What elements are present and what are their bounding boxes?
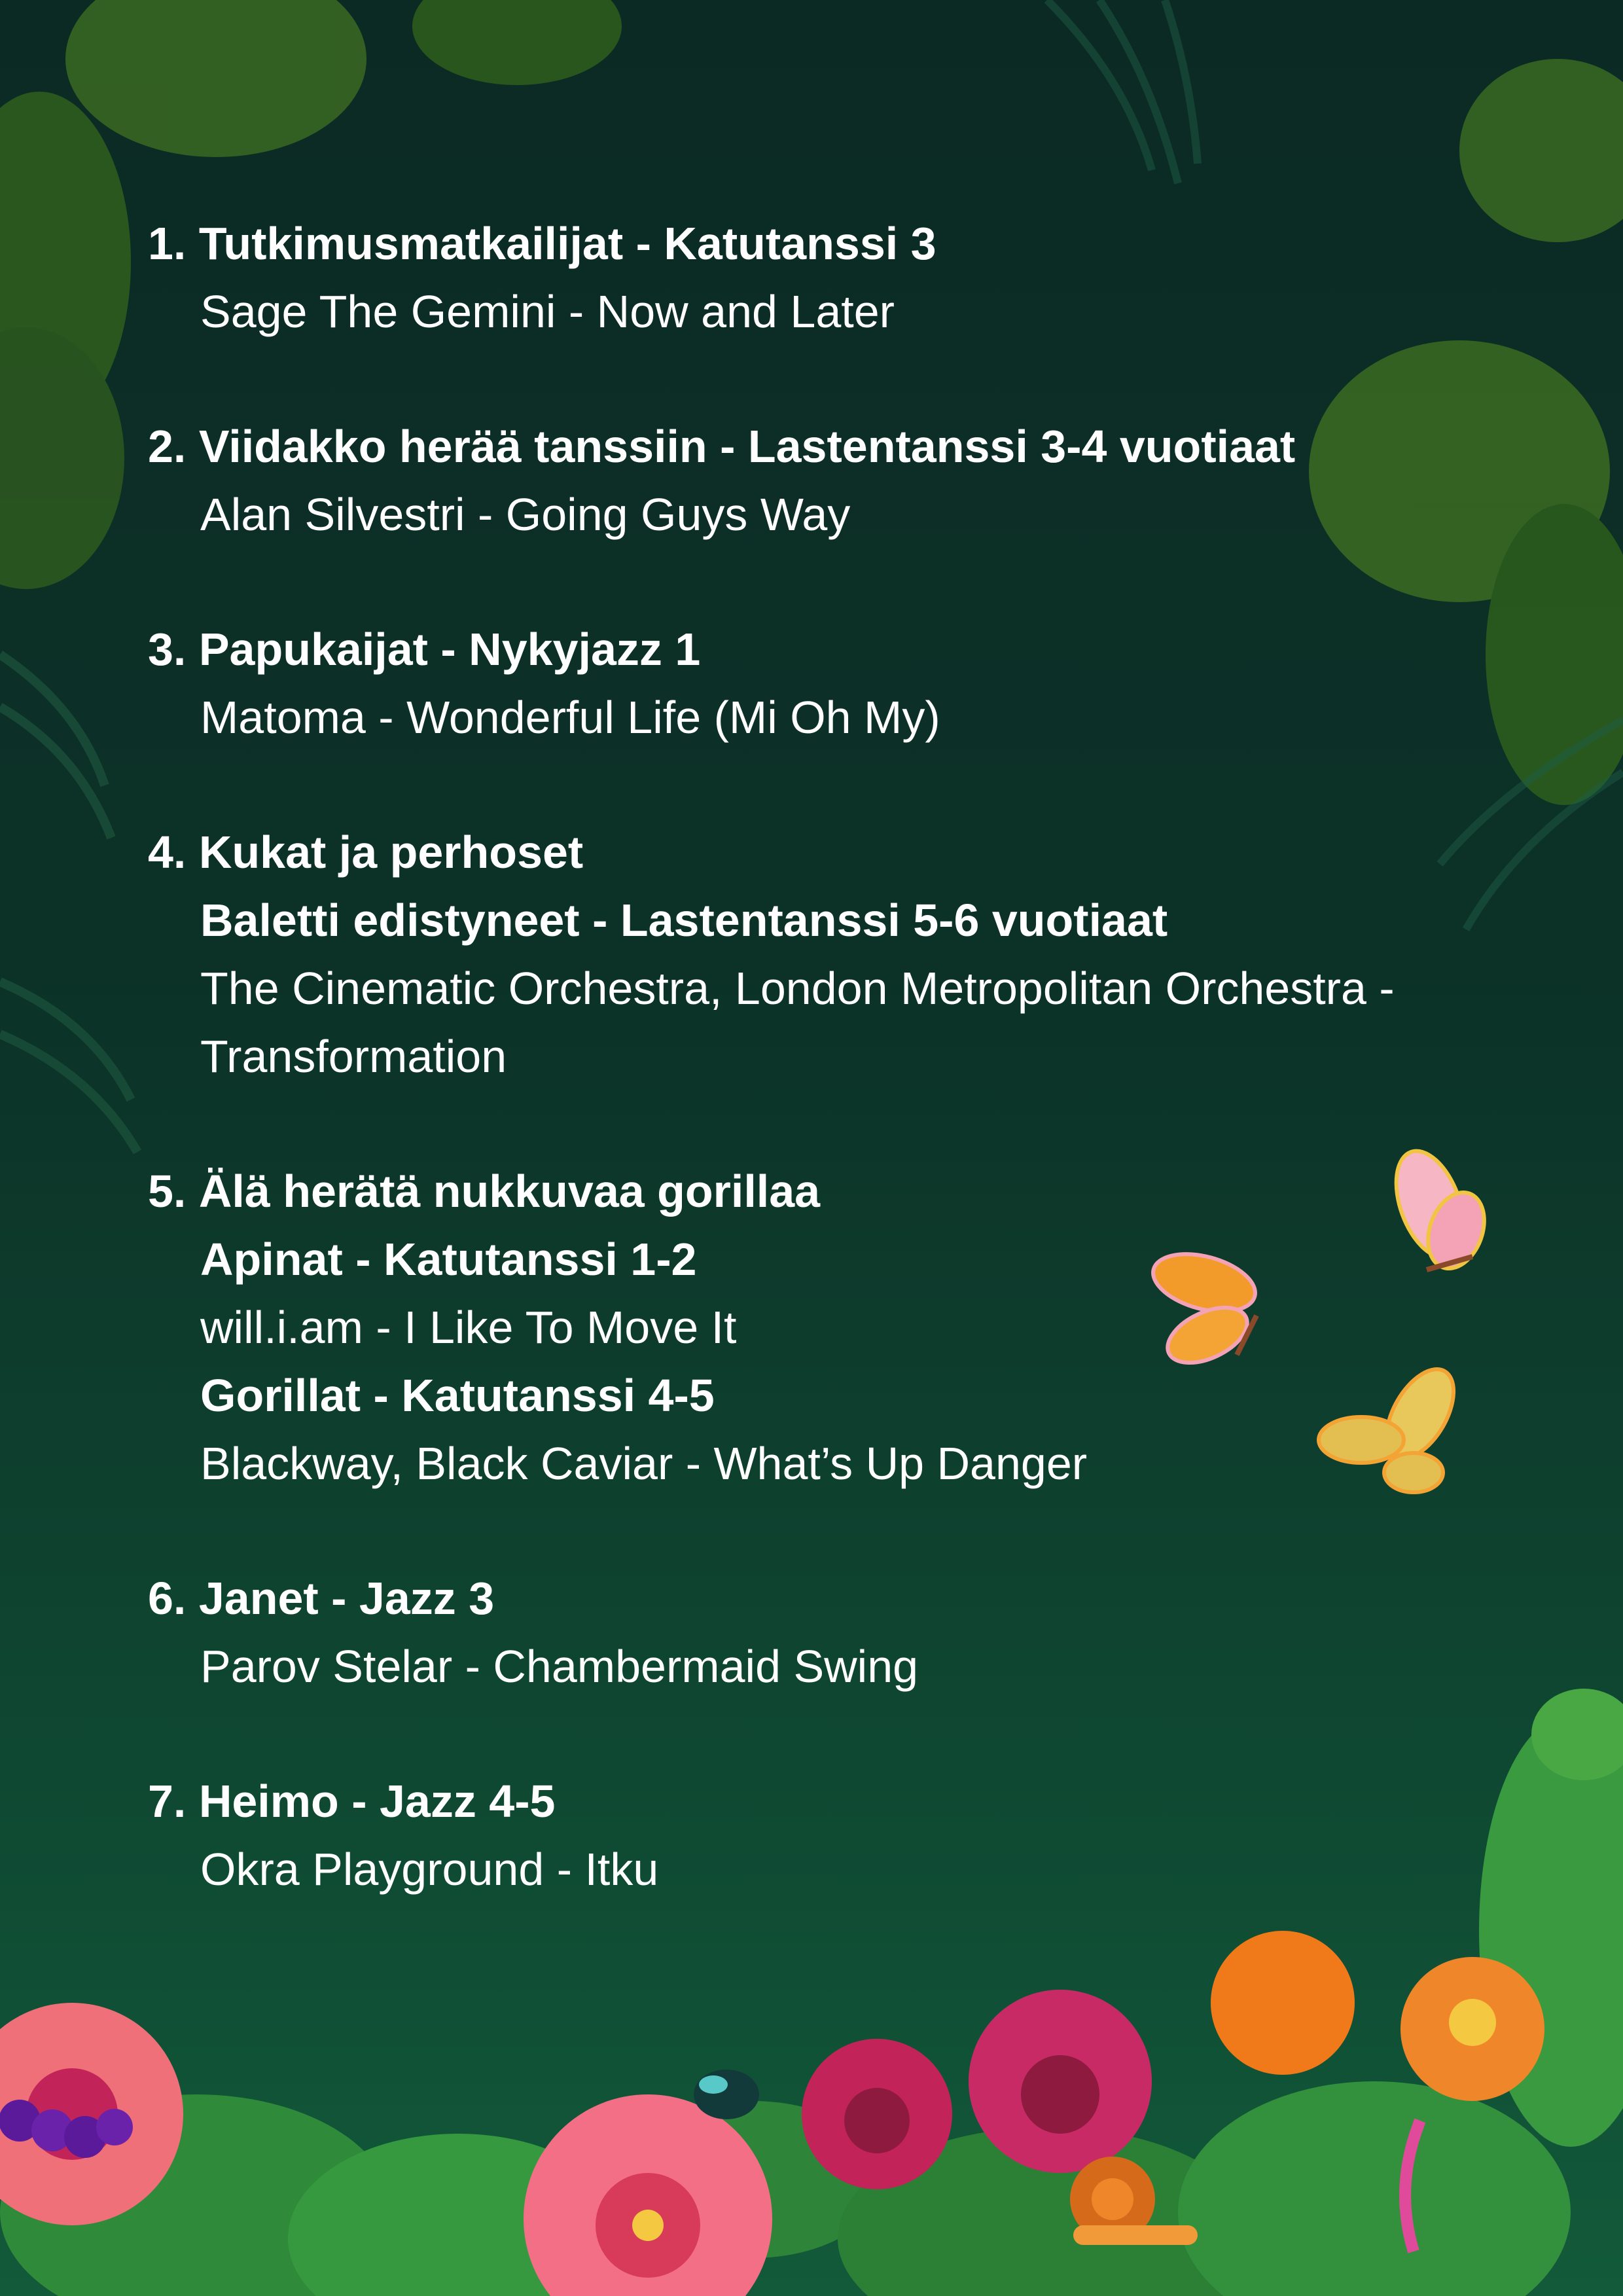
item-title: 6. Janet - Jazz 3	[148, 1573, 495, 1624]
item-song: Parov Stelar - Chambermaid Swing	[200, 1641, 919, 1692]
beetle-icon	[694, 2070, 759, 2119]
item-title: 1. Tutkimusmatkailijat - Katutanssi 3	[148, 218, 936, 269]
item-song: Alan Silvestri - Going Guys Way	[200, 489, 851, 540]
item-song: will.i.am - I Like To Move It	[200, 1302, 737, 1353]
program-item	[148, 1767, 1555, 1903]
item-song: Transformation	[200, 1031, 507, 1082]
item-song: The Cinematic Orchestra, London Metropolitan Orchestra -	[200, 963, 1395, 1014]
item-song: Matoma - Wonderful Life (Mi Oh My)	[200, 692, 940, 743]
program-item	[148, 615, 1555, 751]
item-group: Apinat - Katutanssi 1-2	[200, 1234, 697, 1285]
item-title: 4. Kukat ja perhoset	[148, 827, 584, 878]
item-title: 2. Viidakko herää tanssiin - Lastentanssi 3-4 vuotiaat	[148, 421, 1296, 472]
program-item	[148, 209, 1555, 346]
flower-icon	[802, 2039, 952, 2189]
item-group: Baletti edistyneet - Lastentanssi 5-6 vuotiaat	[200, 895, 1168, 946]
program-item	[148, 1157, 1555, 1498]
item-title: 7. Heimo - Jazz 4-5	[148, 1776, 556, 1827]
item-song: Okra Playground - Itku	[200, 1844, 659, 1895]
item-song: Sage The Gemini - Now and Later	[200, 286, 895, 337]
flower-icon	[969, 1990, 1152, 2173]
item-song: Blackway, Black Caviar - What’s Up Danger	[200, 1438, 1088, 1489]
program-item	[148, 412, 1555, 548]
item-title: 3. Papukaijat - Nykyjazz 1	[148, 624, 701, 675]
item-title: 5. Älä herätä nukkuvaa gorillaa	[148, 1166, 821, 1217]
program-item	[148, 1564, 1555, 1700]
program-list	[148, 209, 1555, 1970]
item-group: Gorillat - Katutanssi 4-5	[200, 1370, 715, 1421]
program-item	[148, 818, 1555, 1090]
fern-icon	[0, 655, 137, 1152]
